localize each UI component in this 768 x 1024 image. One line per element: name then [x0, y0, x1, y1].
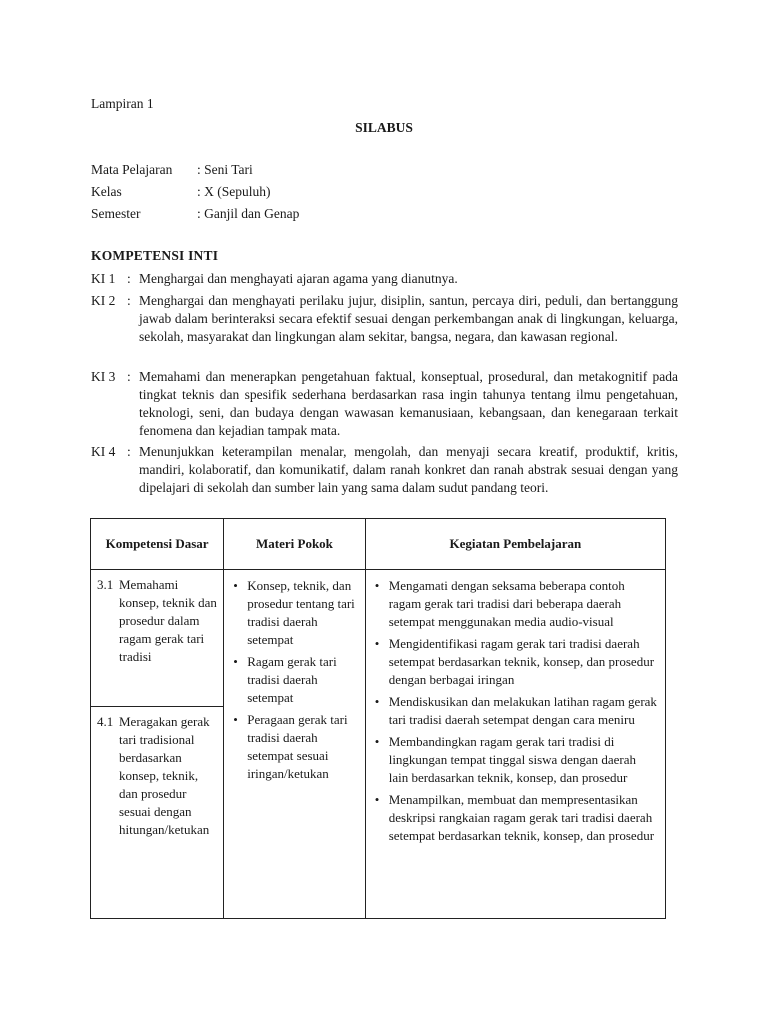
list-item: • Mengamati dengan seksama beberapa contoh ragam gerak tari tradisi dari beberapa daerah setempat menggunakan media audio-visual	[367, 577, 664, 631]
cell-kegiatan-pembelajaran	[365, 570, 665, 919]
list-item: • Menampilkan, membuat dan mempresentasikan deskripsi rangkaian ragam gerak tari tradisi daerah setempat berdasarkan teknik, konsep, dan prosedur	[367, 791, 664, 845]
ki-colon: :	[127, 444, 131, 459]
lampiran-label: Lampiran 1	[91, 96, 154, 111]
ki-number: KI 3	[91, 369, 116, 384]
ki-text: Menunjukkan keterampilan menalar, mengolah, dan menyaji secara kreatif, produktif, kritis, mandiri, kolaboratif, dan komunikatif, dalam ranah konkret dan ranah abstrak sesuai dengan yang dipelajari di sekolah dan sumber lain yang sama dalam sudut pandang teori.	[139, 444, 678, 495]
header-kegiatan-pembelajaran: Kegiatan Pembelajaran	[365, 519, 665, 570]
list-item: • Mengidentifikasi ragam gerak tari tradisi daerah setempat berdasarkan teknik, konsep, dan prosedur dengan berbagai iringan	[367, 635, 664, 689]
ki-text: Memahami dan menerapkan pengetahuan faktual, konseptual, prosedural, dan metakognitif pada tingkat teknis dan spesifik sederhana berdasarkan rasa ingin tahunya tentang ilmu pengetahuan, teknologi, seni, dan budaya dengan wawasan kemanusiaan, kebangsaan, dan kenegaraan terkait fenomena dan kejadian tampak mata.	[139, 369, 678, 438]
ki-colon: :	[127, 271, 131, 286]
kd-item	[91, 570, 223, 706]
meta-key: Kelas	[91, 184, 122, 199]
ki-item	[91, 270, 678, 288]
ki-item	[91, 368, 678, 440]
ki-text: Menghargai dan menghayati ajaran agama yang dianutnya.	[139, 271, 458, 286]
meta-key: Mata Pelajaran	[91, 162, 173, 177]
document-title: SILABUS	[355, 120, 413, 135]
cell-kompetensi-dasar	[91, 570, 224, 919]
kd-text: Memahami konsep, teknik dan prosedur dalam ragam gerak tari tradisi	[119, 577, 217, 664]
kd-number: 3.1	[97, 577, 114, 592]
kd-item	[91, 706, 223, 845]
ki-number: KI 1	[91, 271, 116, 286]
materi-list	[225, 577, 363, 783]
kd-text: Meragakan gerak tari tradisional berdasarkan konsep, teknik, dan prosedur sesuai dengan hitungan/ketukan	[119, 714, 210, 837]
ki-text: Menghargai dan menghayati perilaku jujur, disiplin, santun, percaya diri, peduli, dan bertanggung jawab dalam berinteraksi secara efektif sesuai dengan perkembangan anak di lingkungan, keluarga, sekolah, masyarakat dan lingkungan alam sekitar, bangsa, negara, dan kawasan regional.	[139, 293, 678, 344]
header-kompetensi-dasar: Kompetensi Dasar	[91, 519, 224, 570]
ki-item	[91, 292, 678, 346]
list-item: • Membandingkan ragam gerak tari tradisi di lingkungan tempat tinggal siswa dengan daerah lain berdasarkan teknik, konsep, dan prosedur	[367, 733, 664, 787]
meta-key: Semester	[91, 206, 141, 221]
list-item: • Mendiskusikan dan melakukan latihan ragam gerak tari tradisi daerah setempat dengan cara meniru	[367, 693, 664, 729]
ki-colon: :	[127, 369, 131, 384]
ki-item	[91, 443, 678, 497]
cell-materi-pokok	[224, 570, 365, 919]
kegiatan-list	[367, 577, 664, 845]
list-item: • Konsep, teknik, dan prosedur tentang tari tradisi daerah setempat	[225, 577, 363, 649]
silabus-table	[90, 518, 666, 919]
ki-number: KI 2	[91, 293, 116, 308]
table-row	[91, 570, 666, 919]
meta-value: : X (Sepuluh)	[197, 184, 271, 199]
list-item: • Ragam gerak tari tradisi daerah setempat	[225, 653, 363, 707]
meta-value: : Seni Tari	[197, 162, 253, 177]
list-item: • Peragaan gerak tari tradisi daerah setempat sesuai iringan/ketukan	[225, 711, 363, 783]
kompetensi-inti-heading: KOMPETENSI INTI	[91, 248, 219, 263]
ki-colon: :	[127, 293, 131, 308]
kd-number: 4.1	[97, 714, 114, 729]
table-header-row	[91, 519, 666, 570]
meta-value: : Ganjil dan Genap	[197, 206, 300, 221]
ki-number: KI 4	[91, 444, 116, 459]
header-materi-pokok: Materi Pokok	[224, 519, 365, 570]
